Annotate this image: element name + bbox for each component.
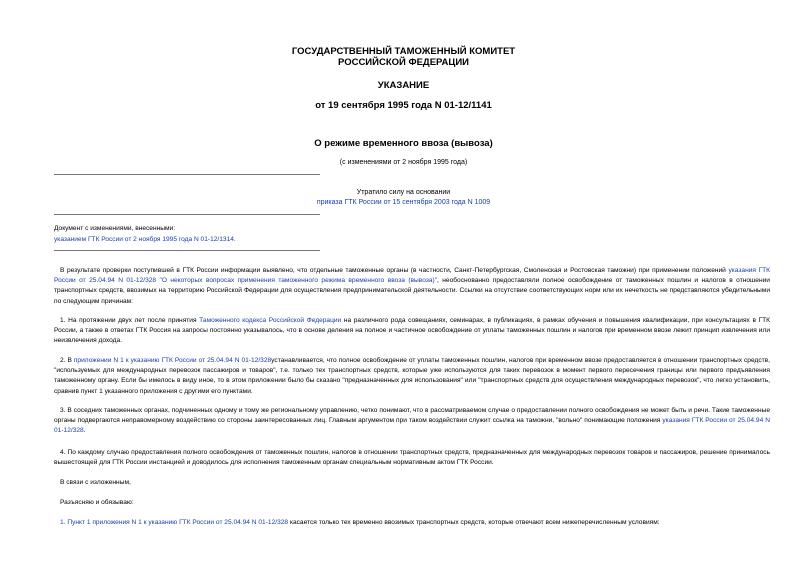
doc-title: О режиме временного ввоза (вывоза) (314, 138, 493, 149)
paragraph-text: касается только тех временно ввозимых транспортных средств, которые отвечают всем нижеперечисленным условиям: (289, 519, 660, 526)
paragraph-2 (54, 356, 770, 397)
org-name-line2: РОССИЙСКОЙ ФЕДЕРАЦИИ (337, 57, 469, 68)
paragraph-text: 2. В (60, 357, 72, 364)
paragraph-7 (54, 518, 770, 528)
reference-link[interactable]: указания ГТК России от 25.04.94 N 01-12/328 (54, 417, 770, 435)
paragraph-text: 1. На протяжении двух лет после принятия (60, 317, 197, 324)
paragraph-4: 4. По каждому случаю предоставления полного освобождения от таможенных пошлин, налогов в отношении транспортных средств, предназначенных для международных перевозок товаров и пассажиров, решение принималось вышестоящей для ГТК России инстанцией и доводилось для исполнения таможенным органам специальным нормативным актом ГТК России. (54, 449, 770, 467)
divider (54, 214, 320, 215)
appendix-link[interactable]: приложении N 1 к указанию ГТК России от 25.04.94 N 01-12/328 (73, 357, 272, 364)
divider (54, 250, 320, 251)
paragraph-6: Разъясняю и обязываю: (60, 499, 134, 506)
paragraph-intro (54, 266, 770, 307)
doc-date-number: от 19 сентября 1995 года N 01-12/1141 (315, 100, 492, 111)
amendments-note: (с изменениями от 2 ноября 1995 года) (339, 159, 468, 166)
customs-code-link[interactable]: Таможенного кодекса Российской Федерации (199, 317, 342, 324)
paragraph-5: В связи с изложенным, (60, 479, 131, 486)
paragraph-text: . (83, 427, 86, 435)
changes-label: Документ с изменениями, внесенными: (54, 225, 176, 232)
org-name-line1: ГОСУДАРСТВЕННЫЙ ТАМОЖЕННЫЙ КОМИТЕТ (291, 46, 516, 57)
changes-link[interactable]: указанием ГТК России от 2 ноября 1995 года N 01-12/1314. (54, 236, 236, 243)
paragraph-text: устанавливается, что полное освобождение от уплаты таможенных пошлин, налогов при временном ввозе предоставляется в отношении транспортных средств, "используемых для международных перевозок пассажиров и товаров", т.е. только тех транспортных средств, которые уже используются для таких перевозок в момент первого пересечения границы или первого предъявления таможенному органу. Если бы имелось в виду иное, то в этом приложении было бы сказано "предназначенных для использования" или "транспортных средств для осуществления международных перевозок", что легко установить, сравнив пункт 1 указанного приложения с другими его пунктами. (54, 357, 770, 395)
paragraph-text: 3. В соседних таможенных органах, подчиненных одному и тому же региональному управлению, четко понимают, что в рассматриваемом случае о предоставлении полного освобождения не может быть и речи. Такие таможенные органы подвергаются неправомерному воздействию со стороны заинтересованных лиц. Главным аргументом при таком воздействии служит ссылка на таможни, "вольно" понимающие положения (54, 407, 770, 425)
paragraph-text: , необоснованно предоставляли полное освобождение от таможенных пошлин и налогов в отношении транспортных средств, ввозимых на территорию Российской Федерации для осуществления предпринимательской деятельности. Ссылки на отсутствие соответствующих норм или их нечеткость не представляются убедительными по следующим причинам: (54, 277, 770, 305)
lost-force-text: Утратило силу на основании (356, 189, 451, 196)
divider (54, 174, 320, 175)
paragraph-text: В результате проверки поступившей в ГТК России информации выявлено, что отдельные таможенные органы (в частности, Санкт-Петербургская, Смоленская и Ростовская таможни) при применении положений (60, 267, 726, 274)
doc-type: УКАЗАНИЕ (377, 80, 430, 91)
paragraph-1 (54, 316, 770, 347)
paragraph-text: на различного рода совещаниях, семинарах, в публикациях, в рамках обучения и повышения квалификации, при консультациях в ГТК России, а также в ответах ГТК Россия на запросы постоянно указывалось, что в основе деления на полное и частичное освобождение от уплаты таможенных пошлин и налогов при временном ввозе лежит принцип извлечения или неизвлечения дохода. (54, 317, 770, 345)
lost-force-link[interactable]: приказа ГТК России от 15 сентября 2003 года N 1009 (316, 199, 491, 206)
appendix-point-link[interactable]: 1. Пункт 1 приложения N 1 к указанию ГТК России от 25.04.94 N 01-12/328 (60, 519, 289, 526)
reference-link[interactable]: указания ГТК России от 25.04.94 N 01-12/328 "О некоторых вопросах применения таможенного режима временного ввоза (вывоза)" (54, 267, 770, 285)
paragraph-3 (54, 406, 770, 437)
